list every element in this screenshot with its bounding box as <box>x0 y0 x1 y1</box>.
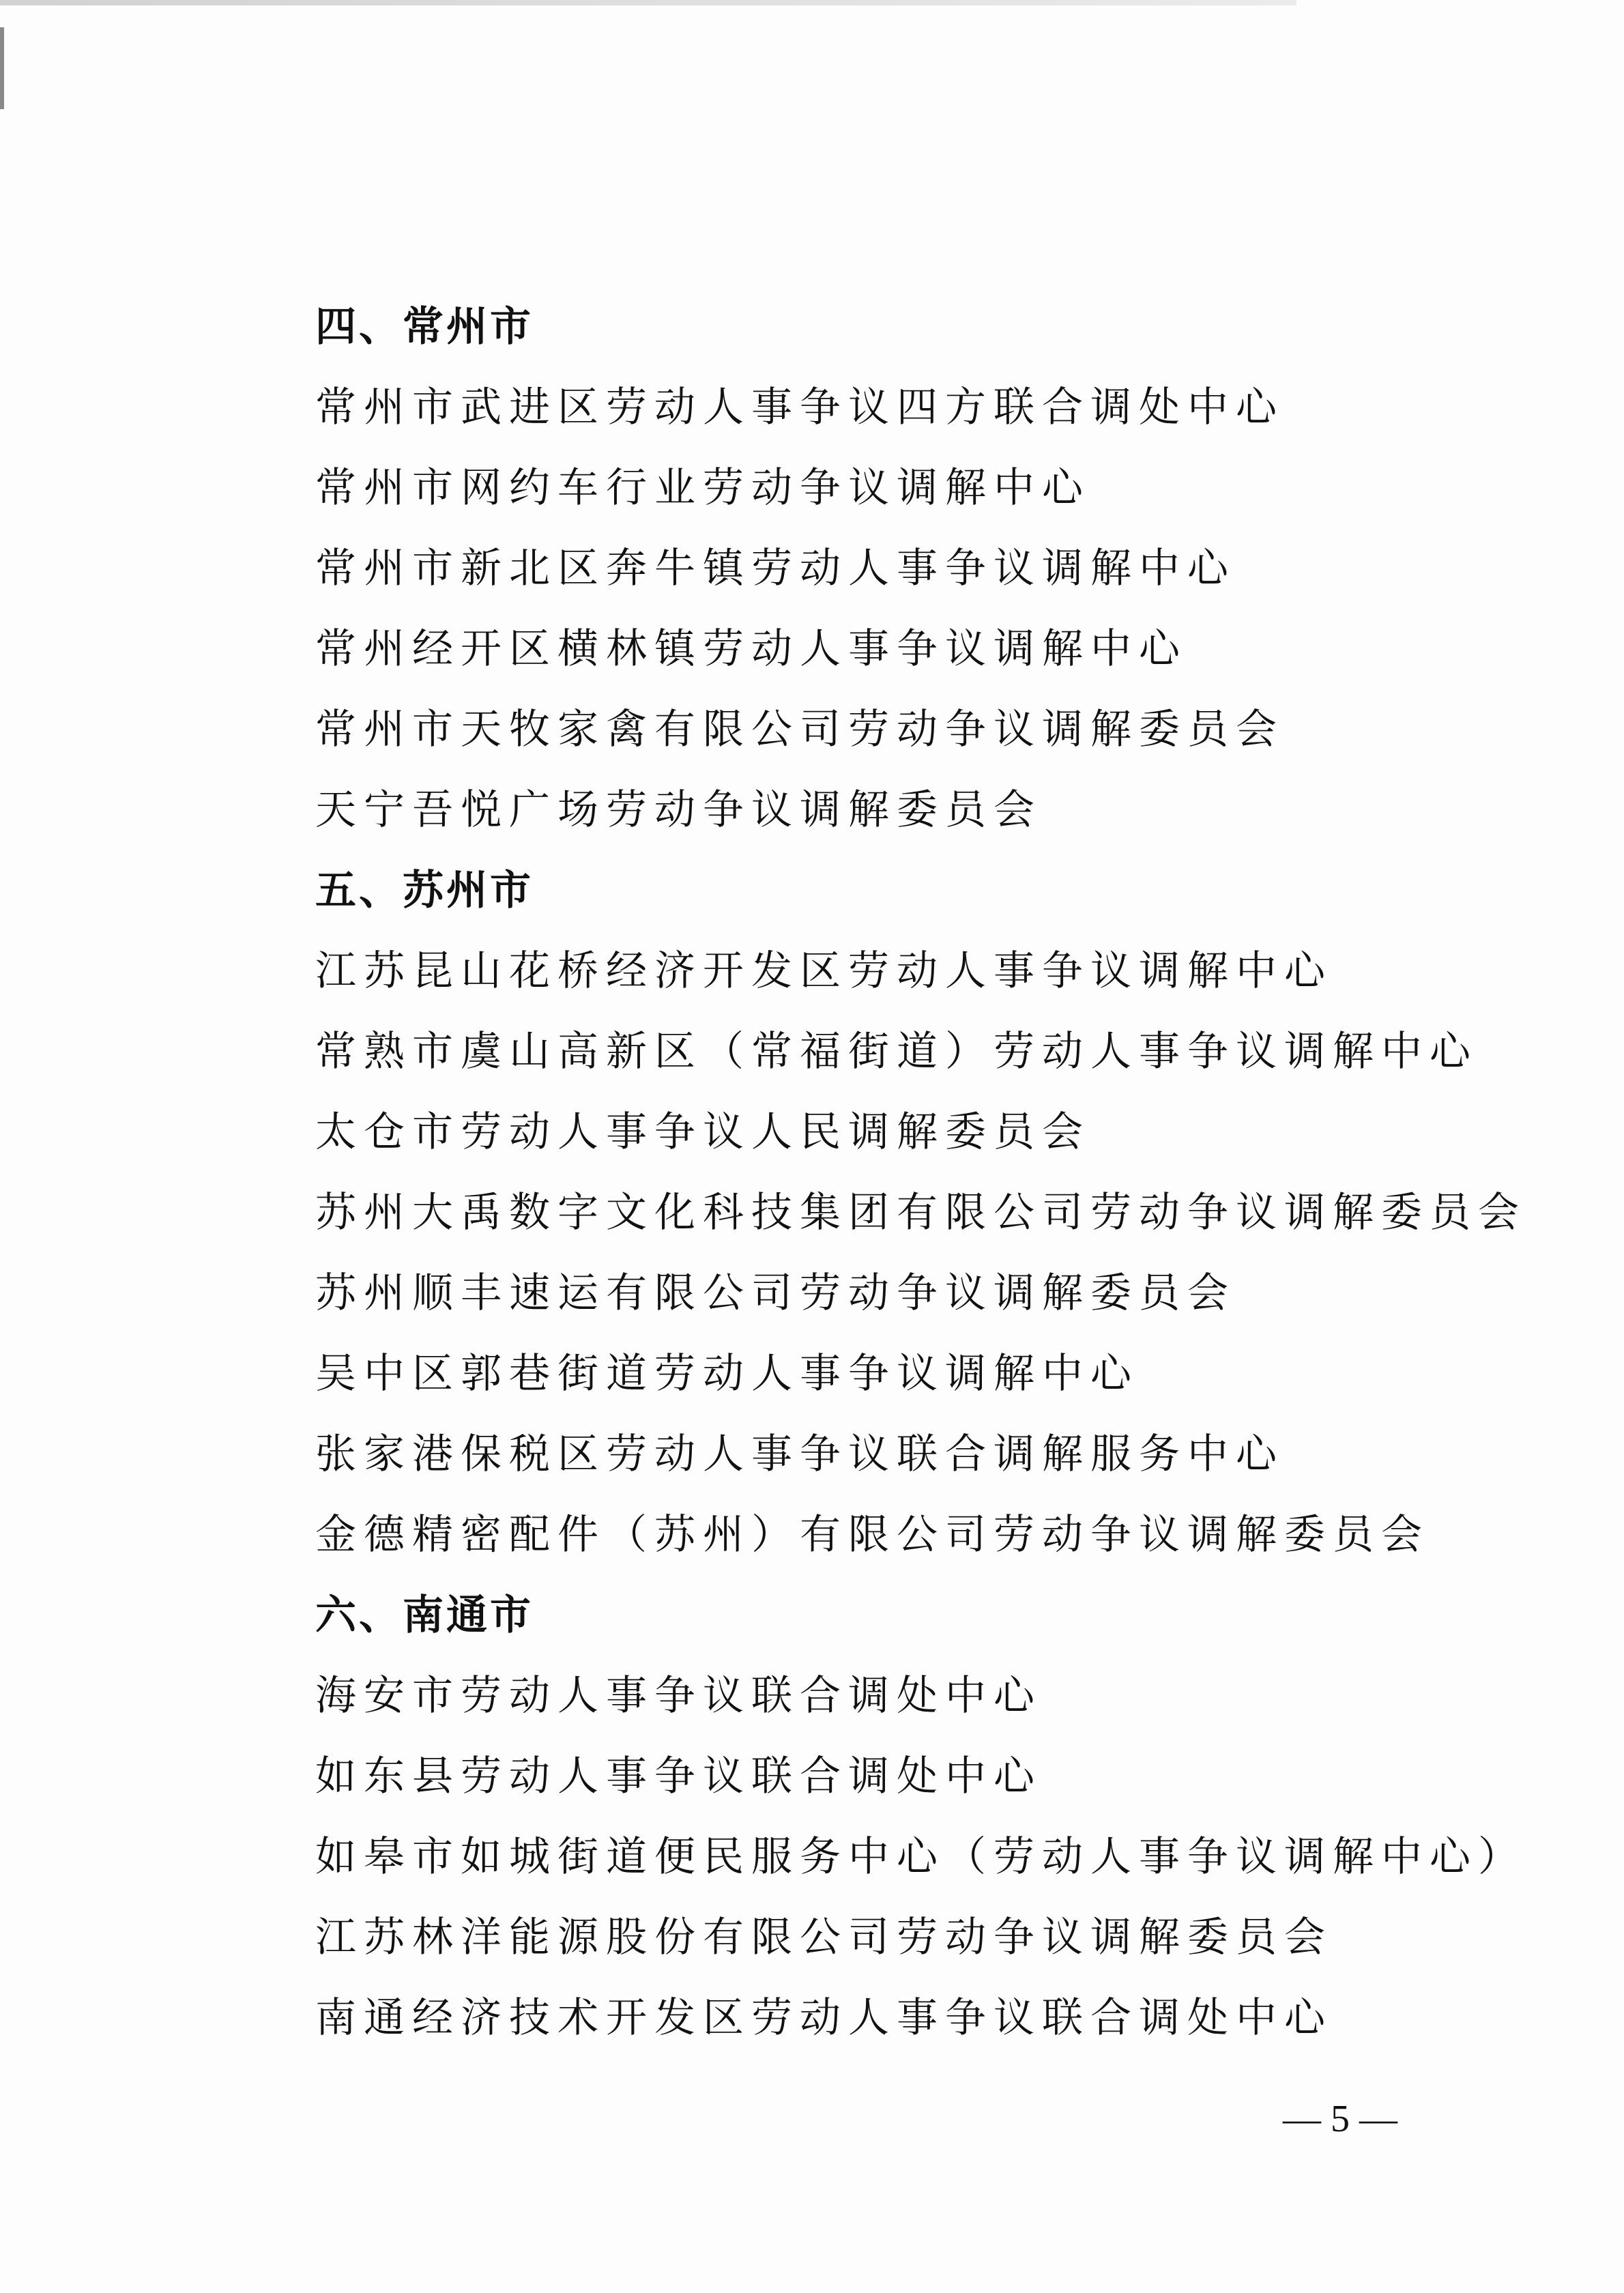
list-item: 常熟市虞山高新区（常福街道）劳动人事争议调解中心 <box>315 1028 1478 1076</box>
section-changzhou <box>315 287 1475 850</box>
document-body <box>315 287 1526 2058</box>
page-number: — 5 — <box>1283 2098 1397 2140</box>
list-item: 太仓市劳动人事争议人民调解委员会 <box>315 1108 1090 1156</box>
list-item: 常州市天牧家禽有限公司劳动争议调解委员会 <box>315 706 1284 753</box>
list-item: 南通经济技术开发区劳动人事争议联合调处中心 <box>315 1994 1333 2042</box>
section-heading: 五、苏州市 <box>315 867 534 914</box>
list-item: 常州市新北区奔牛镇劳动人事争议调解中心 <box>315 545 1236 592</box>
list-item: 金德精密配件（苏州）有限公司劳动争议调解委员会 <box>315 1511 1430 1559</box>
list-item: 如皋市如城街道便民服务中心（劳动人事争议调解中心） <box>315 1833 1526 1881</box>
list-item: 江苏昆山花桥经济开发区劳动人事争议调解中心 <box>315 947 1333 995</box>
list-item: 苏州大禹数字文化科技集团有限公司劳动争议调解委员会 <box>315 1189 1526 1237</box>
list-item: 海安市劳动人事争议联合调处中心 <box>315 1672 1042 1720</box>
section-heading: 四、常州市 <box>315 303 534 351</box>
list-item: 常州市网约车行业劳动争议调解中心 <box>315 464 1090 512</box>
section-suzhou <box>315 850 1526 1575</box>
section-nantong <box>315 1575 1526 2058</box>
scan-edge-mark <box>0 27 4 109</box>
list-item: 常州市武进区劳动人事争议四方联合调处中心 <box>315 384 1284 431</box>
list-item: 吴中区郭巷街道劳动人事争议调解中心 <box>315 1350 1139 1398</box>
list-item: 苏州顺丰速运有限公司劳动争议调解委员会 <box>315 1269 1236 1317</box>
list-item: 张家港保税区劳动人事争议联合调解服务中心 <box>315 1430 1284 1478</box>
list-item: 江苏林洋能源股份有限公司劳动争议调解委员会 <box>315 1914 1333 1961</box>
list-item: 常州经开区横林镇劳动人事争议调解中心 <box>315 625 1187 673</box>
list-item: 如东县劳动人事争议联合调处中心 <box>315 1753 1042 1800</box>
list-item: 天宁吾悦广场劳动争议调解委员会 <box>315 786 1042 834</box>
scan-top-edge <box>0 0 1296 5</box>
section-heading: 六、南通市 <box>315 1591 534 1639</box>
